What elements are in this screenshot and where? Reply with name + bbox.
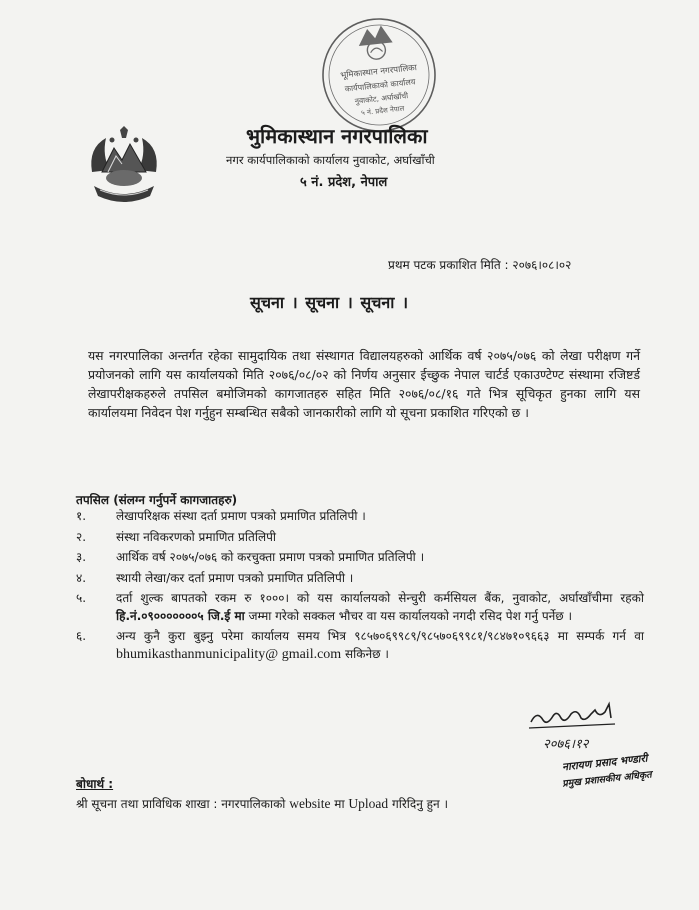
notice-paragraph: यस नगरपालिका अन्तर्गत रहेका सामुदायिक तथा संस्थागत विद्यालयहरुको आर्थिक वर्ष २०७५/०७६ को लेखा परीक्षण गर्ने प्रयोजनको लागि यस कार्यालयको मिति २०७६/०८/०२ को निर्णय अनुसार ईच्छुक नेपाल चार्टर्ड एकाउण्टेण्ट संस्थामा रजिष्टर्ड लेखापरीक्षकहरुले तपसिल बमोजिमको कागजातहरु सहित मिति २०७६/०८/१६ गते भित्र सूचिकृत हुनका लागि यस कार्यालयमा निवेदन पेश गर्नुहुन सम्बन्धित सबैको जानकारीको लागि यो सूचना प्रकाशित गरिएको छ । (88, 348, 640, 420)
published-date: प्रथम पटक प्रकाशित मिति : २०७६।०८।०२ (388, 258, 572, 272)
province-line: ५ नं. प्रदेश, नेपाल (300, 175, 388, 190)
list-item-text: स्थायी लेखा/कर दर्ता प्रमाण पत्रको प्रमाणित प्रतिलिपी । (116, 570, 354, 585)
list-item-text (116, 628, 644, 663)
nepal-emblem-icon (82, 126, 166, 210)
contact-text-end: सकिनेछ । (341, 646, 389, 661)
contact-email: bhumikasthanmunicipality@ gmail.com (116, 646, 342, 662)
list-item-number: ३. (76, 550, 87, 564)
fee-text-end: जम्मा गरेको सक्कल भौचर वा यस कार्यालयको नगदी रसिद पेश गर्नु पर्नेछ । (244, 608, 573, 623)
bank-account-number: हि.नं.०९०००००००५ जि.ई मा (116, 608, 245, 623)
stamp-text-bottom: ५ नं. प्रदेश नेपाल (360, 104, 405, 118)
bodharth-text-c: गरिदिनु हुन । (388, 797, 449, 811)
signatory-name: नारायण प्रसाद भण्डारी (561, 752, 649, 774)
list-item-number: १. (76, 509, 87, 523)
bodharth-line (76, 795, 448, 812)
list-item-number: २. (76, 529, 87, 544)
contact-text-start: अन्य कुनै कुरा बुझ्नु परेमा कार्यालय समय भित्र ९८५७०६९९८९/९८५७०६९९८१/९८४७१०९६६३ मा सम्पर्क गर्न वा (116, 629, 644, 643)
list-item-text: आर्थिक वर्ष २०७५/०७६ को करचुक्ता प्रमाण पत्रको प्रमाणित प्रतिलिपी । (116, 550, 425, 564)
municipality-title: भुमिकास्थान नगरपालिका (246, 124, 428, 148)
list-item-number: ५. (76, 591, 87, 605)
list-item-number: ६. (76, 629, 87, 643)
list-item (76, 508, 644, 526)
bodharth-upload: Upload (348, 796, 389, 811)
document-list (76, 508, 644, 666)
list-item (76, 590, 644, 625)
signature-date: २०७६।१२ (543, 737, 589, 752)
bodharth-website: website (289, 796, 331, 811)
fee-text-start: दर्ता शुल्क बापतको रकम रु १०००। को यस कार्यालयको सेन्चुरी कर्मसियल बैंक, नुवाकोट, अर्घाखाँचीमा रहको (116, 591, 644, 605)
office-subtitle: नगर कार्यपालिकाको कार्यालय नुवाकोट, अर्घाखाँची (226, 153, 435, 167)
list-item-number: ४. (76, 570, 87, 585)
bodharth-text-a: श्री सूचना तथा प्राविधिक शाखा : नगरपालिकाको (76, 797, 290, 811)
bodharth-label: बोधार्थ : (76, 777, 114, 791)
stamp-text-mid: कार्यपालिकाको कार्यालय (344, 77, 416, 94)
bodharth-text-b: मा (330, 797, 349, 811)
stamp-emblem-icon (357, 24, 394, 60)
signature (525, 700, 635, 756)
stamp-text-low: नुवाकोट, अर्घाखाँची (354, 91, 409, 106)
list-item-text (116, 590, 644, 625)
list-item (76, 549, 644, 567)
stamp-text-top: भूमिकास्थान नगरपालिका (339, 63, 418, 82)
signatory-title: प्रमुख प्रशासकीय अधिकृत (561, 769, 653, 790)
list-item-text: संस्था नविकरणको प्रमाणित प्रतिलिपी (116, 529, 277, 544)
tapasil-heading: तपसिल (संलग्न गर्नुपर्ने कागजातहरु) (76, 493, 238, 507)
list-item-text: लेखापरिक्षक संस्था दर्ता प्रमाण पत्रको प्रमाणित प्रतिलिपी । (116, 509, 366, 523)
list-item (76, 570, 644, 588)
list-item (76, 628, 644, 663)
list-item (76, 529, 644, 547)
notice-title: सूचना । सूचना । सूचना । (250, 293, 409, 312)
